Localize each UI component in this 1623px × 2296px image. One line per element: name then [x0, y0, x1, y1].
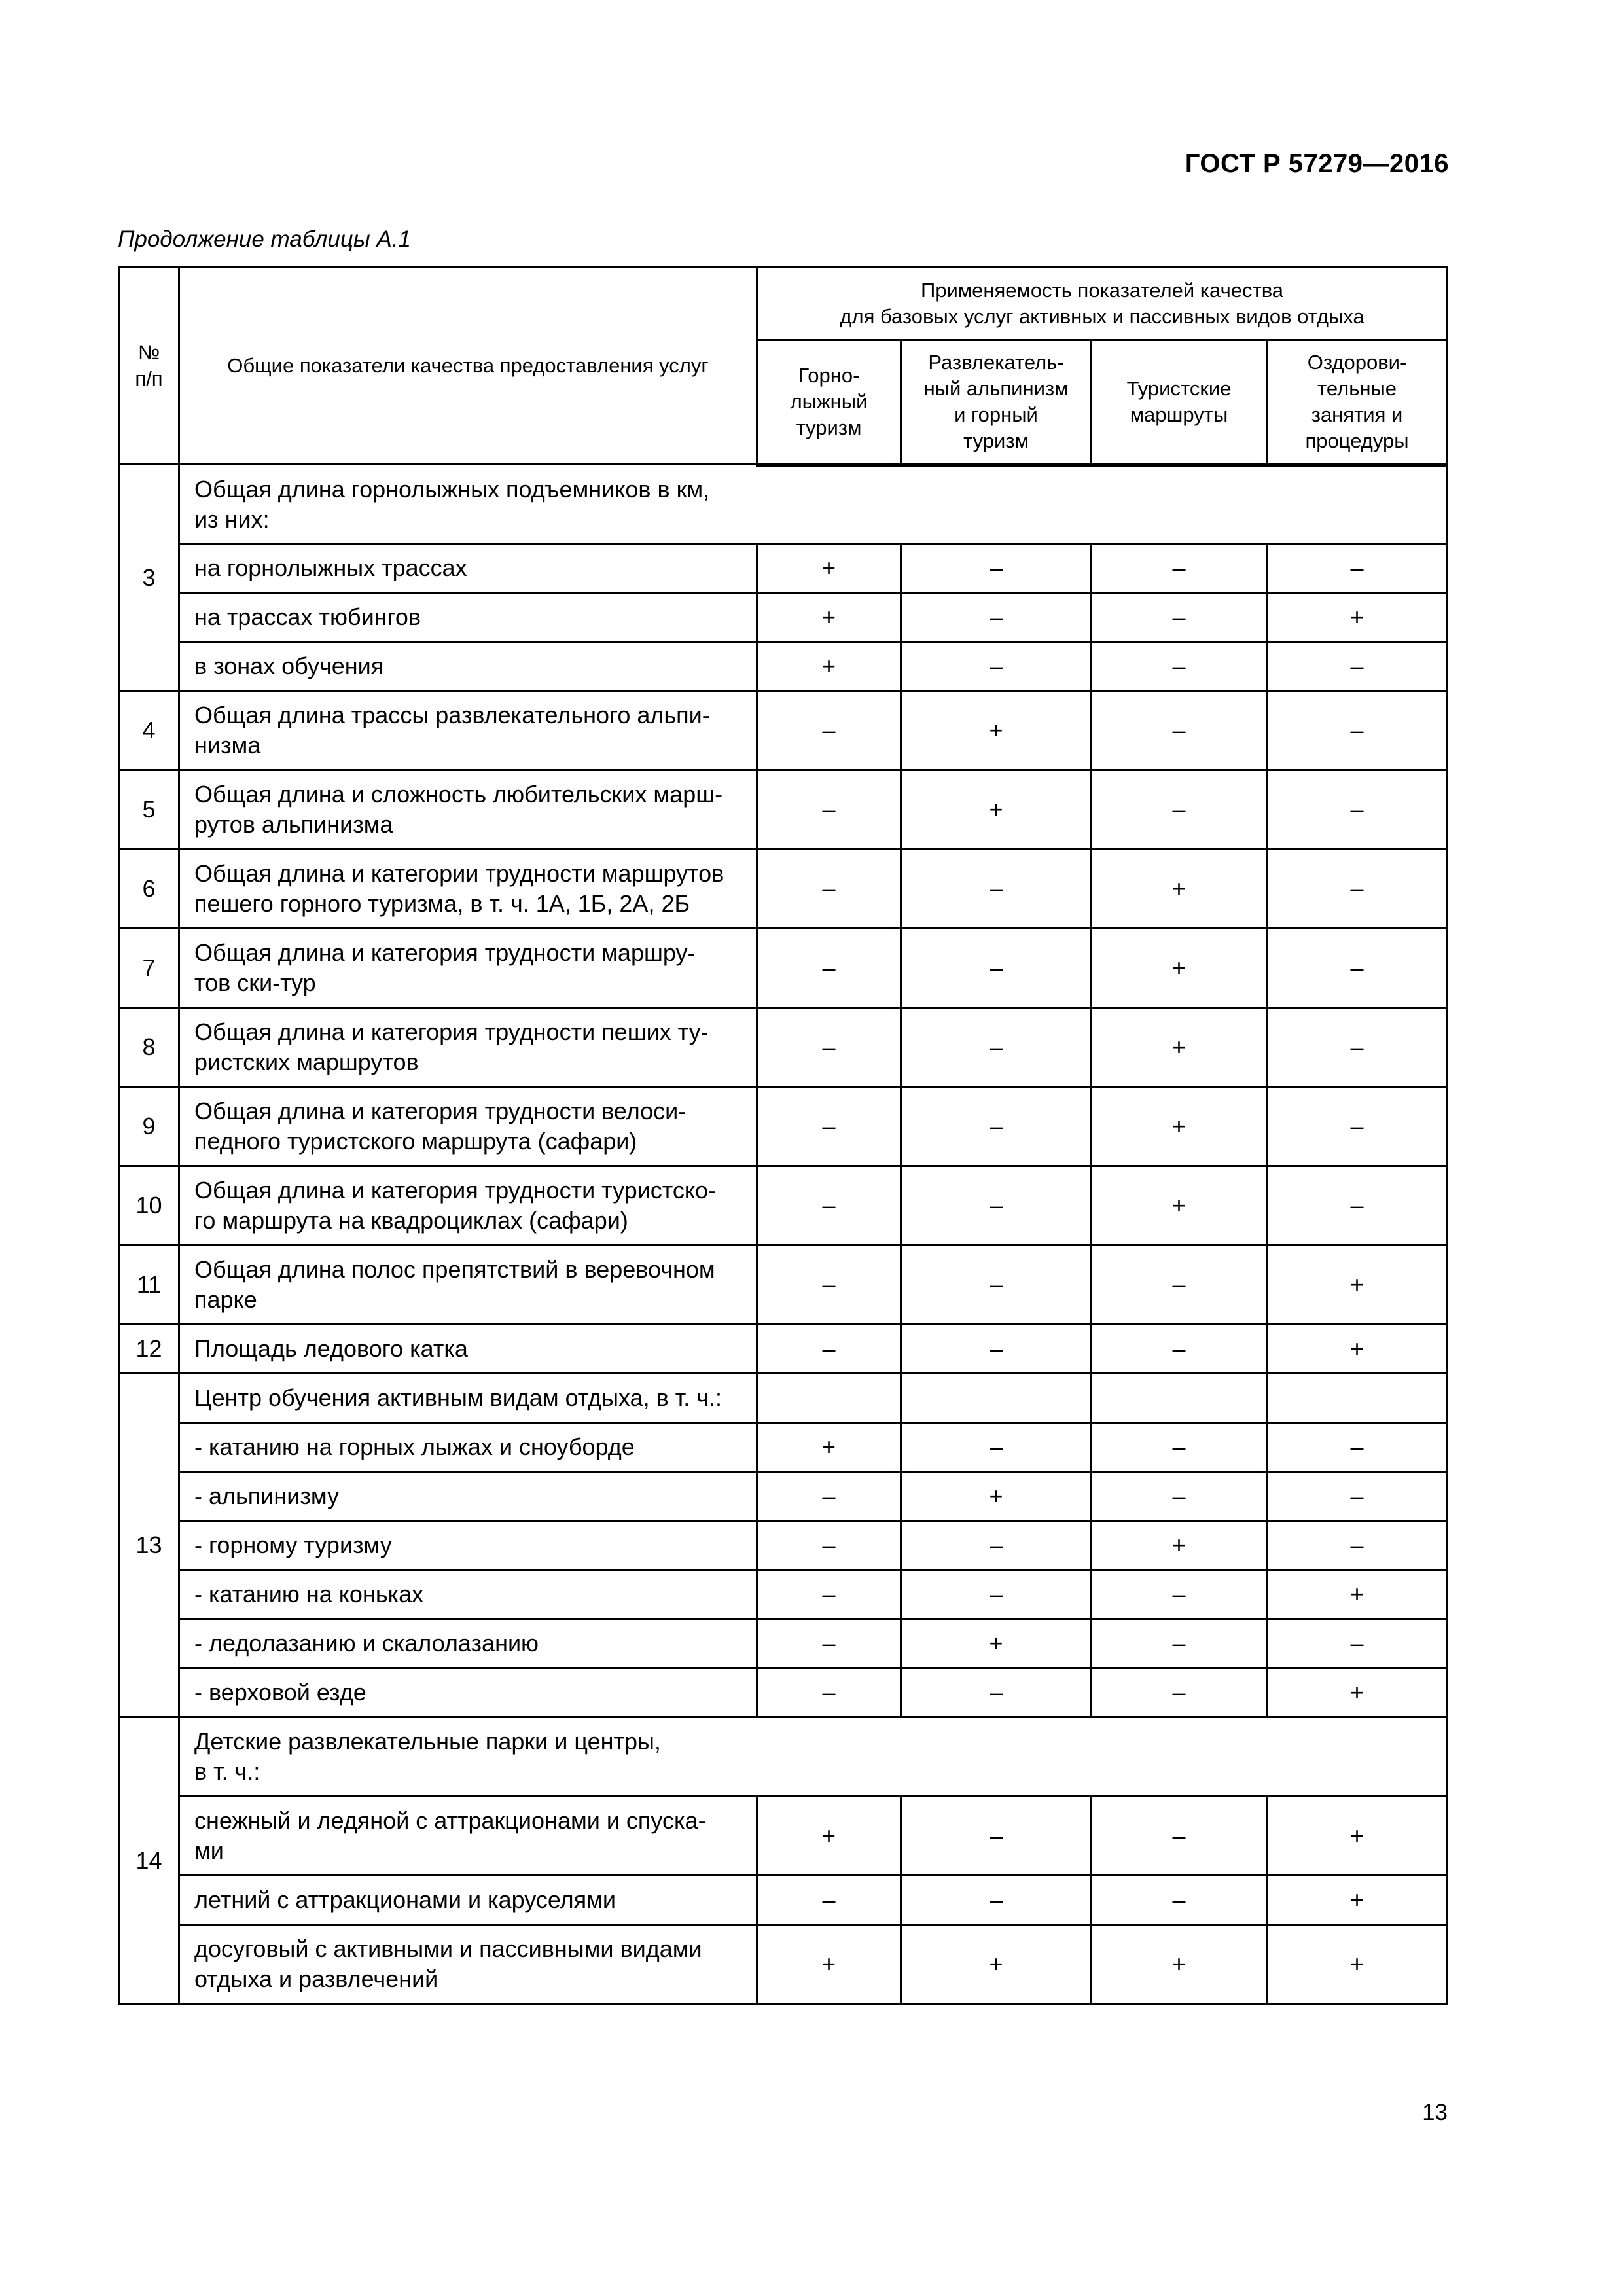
dash-mark: –	[901, 1668, 1092, 1717]
plus-mark: +	[1267, 1325, 1448, 1374]
dash-mark: –	[901, 1570, 1092, 1619]
quality-indicators-table	[118, 266, 1448, 2005]
plus-mark: +	[757, 1925, 901, 2004]
dash-mark: –	[901, 1166, 1092, 1246]
dash-mark: –	[1092, 642, 1267, 691]
dash-mark: –	[901, 1087, 1092, 1166]
plus-mark: +	[757, 593, 901, 642]
row-number: 11	[119, 1246, 179, 1325]
table-row	[119, 1325, 1448, 1374]
empty-mark-cell	[901, 1374, 1092, 1423]
dash-mark: –	[757, 1570, 901, 1619]
dash-mark: –	[1267, 929, 1448, 1008]
dash-mark: –	[757, 1876, 901, 1925]
plus-mark: +	[1267, 1246, 1448, 1325]
dash-mark: –	[757, 1472, 901, 1521]
indicator-label: - катанию на горных лыжах и сноуборде	[179, 1423, 757, 1472]
dash-mark: –	[1092, 1325, 1267, 1374]
plus-mark: +	[757, 1423, 901, 1472]
plus-mark: +	[1092, 1008, 1267, 1087]
table-row	[119, 1521, 1448, 1570]
dash-mark: –	[1267, 1087, 1448, 1166]
dash-mark: –	[1267, 691, 1448, 770]
dash-mark: –	[757, 1619, 901, 1668]
plus-mark: +	[1092, 1521, 1267, 1570]
header-col-ski-tourism: Горно- лыжный туризм	[757, 340, 901, 465]
group-title: Центр обучения активным видам отдыха, в т. ч.:	[179, 1374, 757, 1423]
row-number: 4	[119, 691, 179, 770]
row-number: 3	[119, 465, 179, 691]
indicator-label: - альпинизму	[179, 1472, 757, 1521]
dash-mark: –	[1267, 1619, 1448, 1668]
dash-mark: –	[1267, 642, 1448, 691]
dash-mark: –	[901, 929, 1092, 1008]
plus-mark: +	[1092, 850, 1267, 929]
dash-mark: –	[1092, 1876, 1267, 1925]
empty-mark-cell	[1267, 1374, 1448, 1423]
plus-mark: +	[1092, 1166, 1267, 1246]
indicator-label: на горнолыжных трассах	[179, 544, 757, 593]
table-row	[119, 1717, 1448, 1797]
table-row	[119, 1570, 1448, 1619]
dash-mark: –	[901, 1008, 1092, 1087]
plus-mark: +	[1267, 1876, 1448, 1925]
header-col-health-procedures: Оздорови- тельные занятия и процедуры	[1267, 340, 1448, 465]
row-number: 14	[119, 1717, 179, 2004]
plus-mark: +	[757, 544, 901, 593]
table-row	[119, 1668, 1448, 1717]
dash-mark: –	[901, 1246, 1092, 1325]
indicator-label: Общая длина и категории трудности маршрутов пешего горного туризма, в т. ч. 1А, 1Б, 2А, 2Б	[179, 850, 757, 929]
row-number: 10	[119, 1166, 179, 1246]
dash-mark: –	[1267, 1472, 1448, 1521]
dash-mark: –	[757, 929, 901, 1008]
indicator-label: Общая длина и категория трудности велоси- педного туристского маршрута (сафари)	[179, 1087, 757, 1166]
dash-mark: –	[757, 1166, 901, 1246]
indicator-label: - верховой езде	[179, 1668, 757, 1717]
dash-mark: –	[1267, 1008, 1448, 1087]
empty-mark-cell	[1092, 1374, 1267, 1423]
table-row	[119, 1246, 1448, 1325]
dash-mark: –	[1092, 1570, 1267, 1619]
dash-mark: –	[1092, 593, 1267, 642]
indicator-label: - ледолазанию и скалолазанию	[179, 1619, 757, 1668]
indicator-label: досуговый с активными и пассивными видами отдыха и развлечений	[179, 1925, 757, 2004]
dash-mark: –	[901, 1423, 1092, 1472]
dash-mark: –	[757, 1087, 901, 1166]
indicator-label: Общая длина и категория трудности пеших ту- ристских маршрутов	[179, 1008, 757, 1087]
plus-mark: +	[1267, 1925, 1448, 2004]
table-row	[119, 1166, 1448, 1246]
dash-mark: –	[1092, 1423, 1267, 1472]
plus-mark: +	[757, 642, 901, 691]
dash-mark: –	[901, 593, 1092, 642]
dash-mark: –	[901, 1521, 1092, 1570]
dash-mark: –	[901, 642, 1092, 691]
header-applicability-group: Применяемость показателей качества для базовых услуг активных и пассивных видов отдыха	[757, 267, 1448, 340]
dash-mark: –	[1092, 1668, 1267, 1717]
dash-mark: –	[901, 850, 1092, 929]
table-continuation-caption: Продолжение таблицы А.1	[118, 226, 411, 252]
plus-mark: +	[1267, 1668, 1448, 1717]
table-row	[119, 465, 1448, 544]
header-col-alpinism: Развлекатель- ный альпинизм и горный туризм	[901, 340, 1092, 465]
dash-mark: –	[1267, 544, 1448, 593]
dash-mark: –	[1092, 691, 1267, 770]
indicator-label: - катанию на коньках	[179, 1570, 757, 1619]
dash-mark: –	[1267, 1423, 1448, 1472]
table-row	[119, 1423, 1448, 1472]
dash-mark: –	[757, 1668, 901, 1717]
table-row	[119, 593, 1448, 642]
dash-mark: –	[901, 1876, 1092, 1925]
indicator-label: Площадь ледового катка	[179, 1325, 757, 1374]
table-row	[119, 1472, 1448, 1521]
plus-mark: +	[1092, 929, 1267, 1008]
indicator-label: снежный и ледяной с аттракционами и спуска- ми	[179, 1797, 757, 1876]
indicator-label: Общая длина полос препятствий в веревочном парке	[179, 1246, 757, 1325]
dash-mark: –	[1267, 1521, 1448, 1570]
dash-mark: –	[757, 770, 901, 850]
table-row	[119, 770, 1448, 850]
indicator-label: в зонах обучения	[179, 642, 757, 691]
dash-mark: –	[757, 850, 901, 929]
plus-mark: +	[1092, 1087, 1267, 1166]
table-row	[119, 850, 1448, 929]
table-row	[119, 929, 1448, 1008]
plus-mark: +	[901, 770, 1092, 850]
dash-mark: –	[757, 1325, 901, 1374]
row-number: 8	[119, 1008, 179, 1087]
table-row	[119, 1876, 1448, 1925]
empty-mark-cell	[757, 1374, 901, 1423]
row-number: 13	[119, 1374, 179, 1717]
dash-mark: –	[1267, 850, 1448, 929]
dash-mark: –	[757, 691, 901, 770]
plus-mark: +	[1267, 1570, 1448, 1619]
dash-mark: –	[1092, 1797, 1267, 1876]
table-row	[119, 1008, 1448, 1087]
dash-mark: –	[1092, 770, 1267, 850]
indicator-label: Общая длина и категория трудности туристско- го маршрута на квадроциклах (сафари)	[179, 1166, 757, 1246]
dash-mark: –	[757, 1246, 901, 1325]
plus-mark: +	[1267, 593, 1448, 642]
table-row	[119, 1797, 1448, 1876]
dash-mark: –	[1092, 1246, 1267, 1325]
indicator-label: на трассах тюбингов	[179, 593, 757, 642]
dash-mark: –	[1267, 770, 1448, 850]
header-general-indicators: Общие показатели качества предоставления услуг	[179, 267, 757, 465]
group-title: Детские развлекательные парки и центры, в т. ч.:	[179, 1717, 1448, 1797]
table-row	[119, 691, 1448, 770]
indicator-label: - горному туризму	[179, 1521, 757, 1570]
header-col-tourist-routes: Туристские маршруты	[1092, 340, 1267, 465]
table-row	[119, 1925, 1448, 2004]
table-row	[119, 1619, 1448, 1668]
dash-mark: –	[901, 1325, 1092, 1374]
table-row	[119, 1087, 1448, 1166]
dash-mark: –	[1267, 1166, 1448, 1246]
row-number: 6	[119, 850, 179, 929]
document-code: ГОСТ Р 57279—2016	[1185, 149, 1449, 178]
header-number: № п/п	[119, 267, 179, 465]
dash-mark: –	[901, 1797, 1092, 1876]
plus-mark: +	[901, 1925, 1092, 2004]
group-title: Общая длина горнолыжных подъемников в км, из них:	[179, 465, 1448, 544]
dash-mark: –	[1092, 1619, 1267, 1668]
plus-mark: +	[901, 1619, 1092, 1668]
plus-mark: +	[901, 1472, 1092, 1521]
indicator-label: Общая длина и категория трудности маршру- тов ски-тур	[179, 929, 757, 1008]
page-number: 13	[1422, 2100, 1448, 2125]
plus-mark: +	[1267, 1797, 1448, 1876]
indicator-label: Общая длина трассы развлекательного альпи- низма	[179, 691, 757, 770]
row-number: 5	[119, 770, 179, 850]
row-number: 7	[119, 929, 179, 1008]
plus-mark: +	[901, 691, 1092, 770]
row-number: 12	[119, 1325, 179, 1374]
table-row	[119, 544, 1448, 593]
indicator-label: Общая длина и сложность любительских марш- рутов альпинизма	[179, 770, 757, 850]
dash-mark: –	[901, 544, 1092, 593]
dash-mark: –	[1092, 1472, 1267, 1521]
dash-mark: –	[1092, 544, 1267, 593]
plus-mark: +	[1092, 1925, 1267, 2004]
table-row	[119, 1374, 1448, 1423]
plus-mark: +	[757, 1797, 901, 1876]
dash-mark: –	[757, 1008, 901, 1087]
dash-mark: –	[757, 1521, 901, 1570]
indicator-label: летний с аттракционами и каруселями	[179, 1876, 757, 1925]
table-row	[119, 642, 1448, 691]
row-number: 9	[119, 1087, 179, 1166]
table-body	[119, 465, 1448, 2004]
